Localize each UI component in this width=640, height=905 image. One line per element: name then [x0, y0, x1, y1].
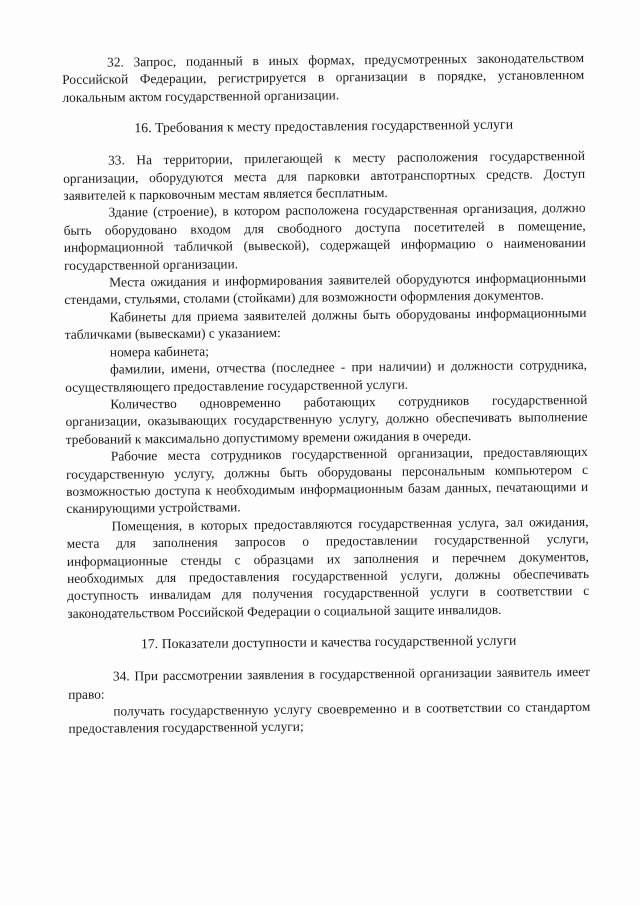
paragraph-32: 32. Запрос, поданный в иных формах, предусмотренных законодательством Российской Федерации, регистрируется в организации в порядке, установленном локальным актом государственной организации.: [62, 49, 585, 105]
section-heading-16: 16. Требования к месту предоставления государственной услуги: [134, 116, 514, 136]
paragraph-33-workplaces: Рабочие места сотрудников государственной организации, предоставляющих государственную услугу, должны быть оборудованы персональным компьютером с возможностью доступа к необходимым информационным базам данных, печатающими и сканирующими устройствами.: [65, 444, 589, 517]
paragraph-33-waiting-areas: Места ожидания и информирования заявителей оборудуются информационными стендами, стульями, столами (стойками) для возможности оформления документов.: [64, 270, 587, 308]
list-item-receive-service: получать государственную услугу своевременно и в соответствии со стандартом предоставления государственной услуги;: [68, 698, 591, 737]
paragraph-33-staff-count: Количество одновременно работающих сотрудников государственной организации, оказывающих государственную услугу, должно обеспечивать выполнение требований к максимально допустимому времени ожидания в очереди.: [65, 391, 588, 447]
list-item-employee-name: фамилии, имени, отчества (последнее - при наличии) и должности сотрудника, осуществляющего предоставление государственной услуги.: [65, 357, 588, 395]
section-heading-17: 17. Показатели доступности и качества государственной услуги: [140, 632, 517, 652]
list-item-room-number: номера кабинета;: [109, 343, 209, 360]
paragraph-33: 33. На территории, прилегающей к месту расположения государственной организации, оборудуются места для парковки автотранспортных средств. Доступ заявителей к парковочным местам является бесплатным.: [63, 148, 586, 204]
document-body: [62, 49, 591, 738]
paragraph-33-offices: Кабинеты для приема заявителей должны быть оборудованы информационными табличками (вывесками) с указанием:: [64, 304, 587, 343]
paragraph-34: 34. При рассмотрении заявления в государственной организации заявитель имеет право:: [68, 664, 591, 702]
paragraph-33-building: Здание (строение), в котором расположена государственная организация, должно быть оборудовано входом для свободного доступа посетителей в помещение, информационной табличкой (вывеской), содержащей информацию о наименовании государственной организации.: [63, 200, 586, 273]
paragraph-33-accessibility: Помещения, в которых предоставляются государственная услуга, зал ожидания, места для заполнения запросов о предоставлении государственной услуги, информационные стенды с образцами их заполнения и перечнем документов, необходимых для предоставления государственной услуги, должны обеспечивать доступность инвалидам для получения государственной услуги в соответствии с законодательством Российской Федерации о социальной защите инвалидов.: [66, 513, 590, 621]
